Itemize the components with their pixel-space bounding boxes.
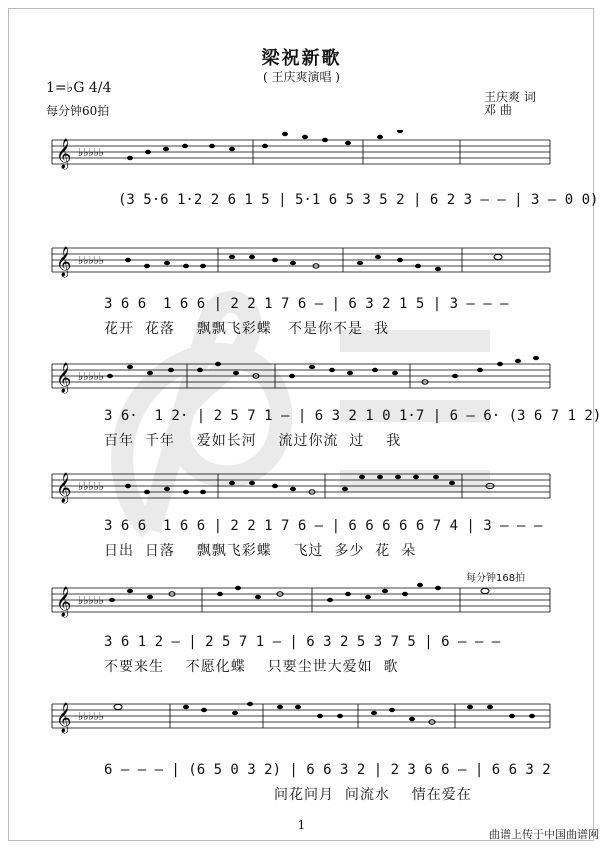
jianpu-line-1: (3 5·6 1·2 2 6 1 5 | 5·1 6 5 3 5 2 | 6 2 3 – – | 3 – 0 0) xyxy=(118,192,599,208)
song-subtitle: ( 王庆爽演唱 ) xyxy=(263,70,340,84)
svg-text:𝄞: 𝄞 xyxy=(56,473,72,503)
tempo-text: 每分钟60拍 xyxy=(46,104,110,118)
lyricist-credit: 王庆爽 词 xyxy=(484,90,536,104)
svg-text:♭♭♭♭♭: ♭♭♭♭♭ xyxy=(78,254,104,267)
song-title: 梁祝新歌 xyxy=(261,48,342,69)
svg-text:𝄞: 𝄞 xyxy=(56,363,72,393)
composer-credit: 邓 曲 xyxy=(484,103,512,117)
staff-system-4 xyxy=(0,464,603,514)
staff-system-3 xyxy=(0,354,603,404)
page-number: 1 xyxy=(297,818,306,832)
tempo-change-text: 每分钟168拍 xyxy=(466,573,526,584)
lyrics-line-2: 花开 花落 飘飘飞彩蝶 不是你不是 我 xyxy=(104,321,389,337)
jianpu-line-4: 3 6 6 1 6 6 | 2 2 1 7 6 – | 6 6 6 6 6 7 4 | 3 – – – xyxy=(104,518,543,534)
svg-text:♭♭♭♭♭: ♭♭♭♭♭ xyxy=(78,370,104,383)
svg-text:♭♭♭♭♭: ♭♭♭♭♭ xyxy=(78,594,104,607)
staff-system-6 xyxy=(0,694,603,744)
jianpu-line-5: 3 6 1 2 – | 2 5 7 1 – | 6 3 2 5 3 7 5 | 6 – – – xyxy=(104,634,501,650)
svg-text:𝄞: 𝄞 xyxy=(56,587,72,617)
jianpu-line-3: 3 6· 1 2· | 2 5 7 1 – | 6 3 2 1 0 1·7 | 6 – 6· (3 6 7 1 2) xyxy=(104,408,602,424)
svg-text:𝄞: 𝄞 xyxy=(56,139,72,169)
jianpu-line-6: 6 – – – | (6 5 0 3 2) | 6 6 3 2 | 2 3 6 6 – | 6 6 3 2 xyxy=(104,762,551,778)
svg-text:♭♭♭♭♭: ♭♭♭♭♭ xyxy=(78,710,104,723)
staff-system-2 xyxy=(0,238,603,288)
jianpu-line-2: 3 6 6 1 6 6 | 2 2 1 7 6 – | 6 3 2 1 5 | 3 – – – xyxy=(104,296,509,312)
lyrics-line-6: 问花问月 问流水 情在爱在 xyxy=(274,787,472,803)
lyrics-line-5: 不要来生 不愿化蝶 只要尘世大爱如 歌 xyxy=(104,659,399,675)
staff-system-1 xyxy=(0,130,603,180)
key-signature-text: 1=♭G 4/4 xyxy=(46,80,112,96)
svg-text:𝄞: 𝄞 xyxy=(56,703,72,733)
svg-text:𝄞: 𝄞 xyxy=(56,247,72,277)
footer-watermark-text: 曲谱上传于中国曲谱网 xyxy=(489,828,599,841)
lyrics-line-3: 百年 千年 爱如长河 流过你流 过 我 xyxy=(104,433,402,449)
staff-system-5 xyxy=(0,578,603,628)
lyrics-line-4: 日出 日落 飘飘飞彩蝶 飞过 多少 花 朵 xyxy=(104,543,417,559)
svg-text:♭♭♭♭♭: ♭♭♭♭♭ xyxy=(78,146,104,159)
svg-text:♭♭♭♭♭: ♭♭♭♭♭ xyxy=(78,480,104,493)
